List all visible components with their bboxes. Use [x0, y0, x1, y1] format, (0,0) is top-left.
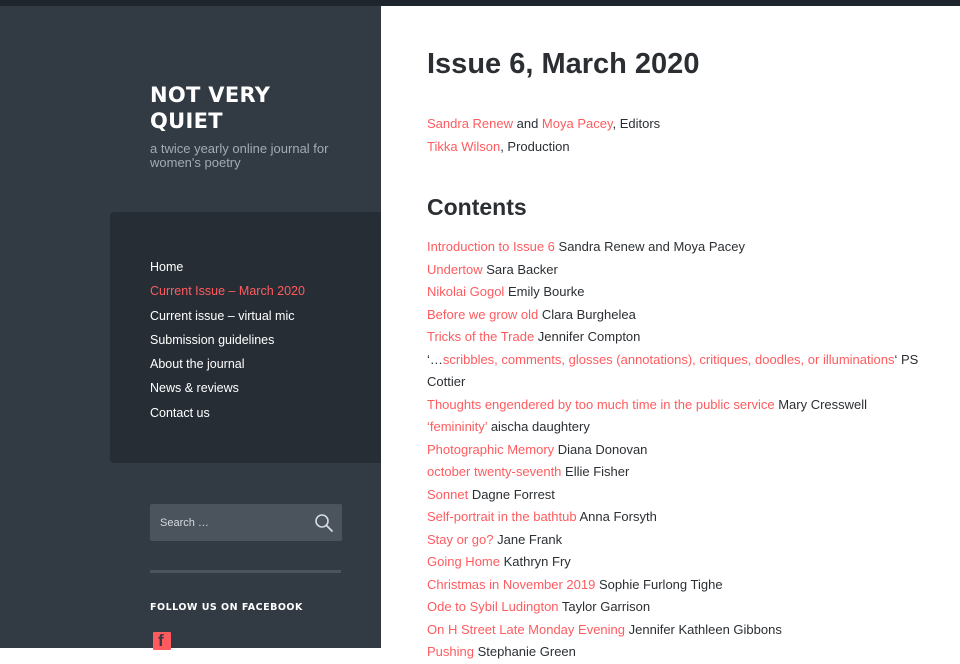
contents-item	[427, 506, 952, 529]
poem-title-link[interactable]: Going Home	[427, 554, 500, 569]
nav-item[interactable]: Current issue – virtual mic	[150, 308, 295, 323]
contents-item	[427, 641, 952, 664]
poem-title-link[interactable]: Ode to Sybil Ludington	[427, 599, 559, 614]
contents-item	[427, 236, 952, 259]
poem-author: Taylor Garrison	[558, 599, 651, 614]
poem-author: Mary Cresswell	[774, 396, 868, 412]
nav-item[interactable]: Current Issue – March 2020	[150, 284, 305, 299]
search-input[interactable]	[160, 504, 300, 541]
poem-author: Sara Backer	[482, 261, 558, 277]
contents-heading: Contents	[427, 194, 527, 220]
poem-author: Jane Frank	[493, 531, 563, 547]
poem-author: aischa daughtery	[487, 419, 590, 434]
poem-author: Sophie Furlong Tighe	[595, 576, 723, 592]
contents-item	[427, 574, 952, 597]
poem-author: Sandra Renew and Moya Pacey	[554, 239, 745, 254]
contents-item	[427, 326, 952, 349]
credit-text: , Production	[500, 138, 570, 154]
contents-item	[427, 619, 952, 642]
credit-line	[427, 113, 947, 136]
poem-title-link[interactable]: Thoughts engendered by too much time in the public service	[427, 396, 775, 412]
contents-item	[427, 394, 952, 417]
search-form	[150, 504, 342, 541]
poem-author: Dagne Forrest	[468, 486, 555, 502]
credit-text: and	[513, 116, 542, 131]
site-tagline: a twice yearly online journal for women's poetry	[150, 141, 329, 170]
poem-title-link[interactable]: Photographic Memory	[427, 441, 555, 457]
poem-title-link[interactable]: Christmas in November 2019	[427, 576, 596, 592]
poem-author: Jennifer Kathleen Gibbons	[625, 621, 782, 637]
contents-item	[427, 349, 952, 394]
poem-title-link[interactable]: Before we grow old	[427, 306, 539, 322]
nav-item[interactable]: Home	[150, 260, 184, 274]
contents-item	[427, 596, 952, 619]
nav-item[interactable]: Contact us	[150, 405, 210, 420]
credit-name-link[interactable]: Moya Pacey	[541, 116, 613, 131]
poem-author: Ellie Fisher	[561, 464, 630, 479]
poem-title-link[interactable]: Sonnet	[427, 486, 469, 502]
poem-title-link[interactable]: Self-portrait in the bathtub	[427, 509, 577, 524]
poem-author: Diana Donovan	[554, 441, 648, 457]
contents-item	[427, 484, 952, 507]
poem-author: ‘ PS Cottier	[427, 351, 919, 389]
nav-list	[150, 255, 305, 425]
poem-author: Anna Forsyth	[576, 509, 657, 524]
site-title[interactable]: NOT VERY QUIET	[150, 83, 271, 133]
nav-item[interactable]: Submission guidelines	[150, 332, 275, 347]
poem-title-link[interactable]: Stay or go?	[427, 531, 494, 547]
contents-item	[427, 439, 952, 462]
nav-item[interactable]: About the journal	[150, 357, 245, 372]
poem-title-link[interactable]: october twenty-seventh	[427, 464, 562, 479]
credit-text: , Editors	[612, 116, 661, 131]
credits	[427, 113, 947, 158]
contents-item	[427, 259, 952, 282]
contents-item	[427, 529, 952, 552]
facebook-icon-glyph: f	[158, 632, 164, 650]
follow-us-heading: FOLLOW US ON FACEBOOK	[150, 602, 303, 613]
poem-title-link[interactable]: Undertow	[427, 261, 483, 277]
poem-title-link[interactable]: Nikolai Gogol	[427, 284, 505, 299]
poem-author: Stephanie Green	[473, 644, 576, 659]
contents-item	[427, 304, 952, 327]
contents-item	[427, 551, 952, 574]
contents-item	[427, 416, 952, 439]
credit-name-link[interactable]: Tikka Wilson	[427, 138, 501, 154]
page-title: Issue 6, March 2020	[427, 48, 700, 80]
credit-line	[427, 136, 947, 159]
contents-item	[427, 281, 952, 304]
poem-title-link[interactable]: Introduction to Issue 6	[427, 239, 555, 254]
poem-author: Kathryn Fry	[499, 554, 571, 569]
poem-author: Emily Bourke	[504, 284, 585, 299]
main-navigation	[110, 212, 381, 463]
poem-title-link[interactable]: scribbles, comments, glosses (annotations), critiques, doodles, or illuminations	[442, 351, 895, 367]
poem-author: Clara Burghelea	[538, 306, 636, 322]
contents-item	[427, 461, 952, 484]
facebook-icon[interactable]	[153, 632, 171, 650]
poem-title-link[interactable]: ‘femininity’	[427, 419, 488, 434]
poem-title-link[interactable]: On H Street Late Monday Evening	[427, 621, 626, 637]
poem-title-link[interactable]: Tricks of the Trade	[427, 329, 535, 344]
credit-name-link[interactable]: Sandra Renew	[427, 116, 513, 131]
contents-list	[427, 236, 952, 664]
contents-prefix: ‘…	[427, 351, 443, 367]
nav-item[interactable]: News & reviews	[150, 381, 239, 396]
poem-title-link[interactable]: Pushing	[427, 644, 474, 659]
sidebar-divider	[150, 570, 341, 573]
search-icon[interactable]	[314, 513, 334, 533]
poem-author: Jennifer Compton	[534, 329, 641, 344]
